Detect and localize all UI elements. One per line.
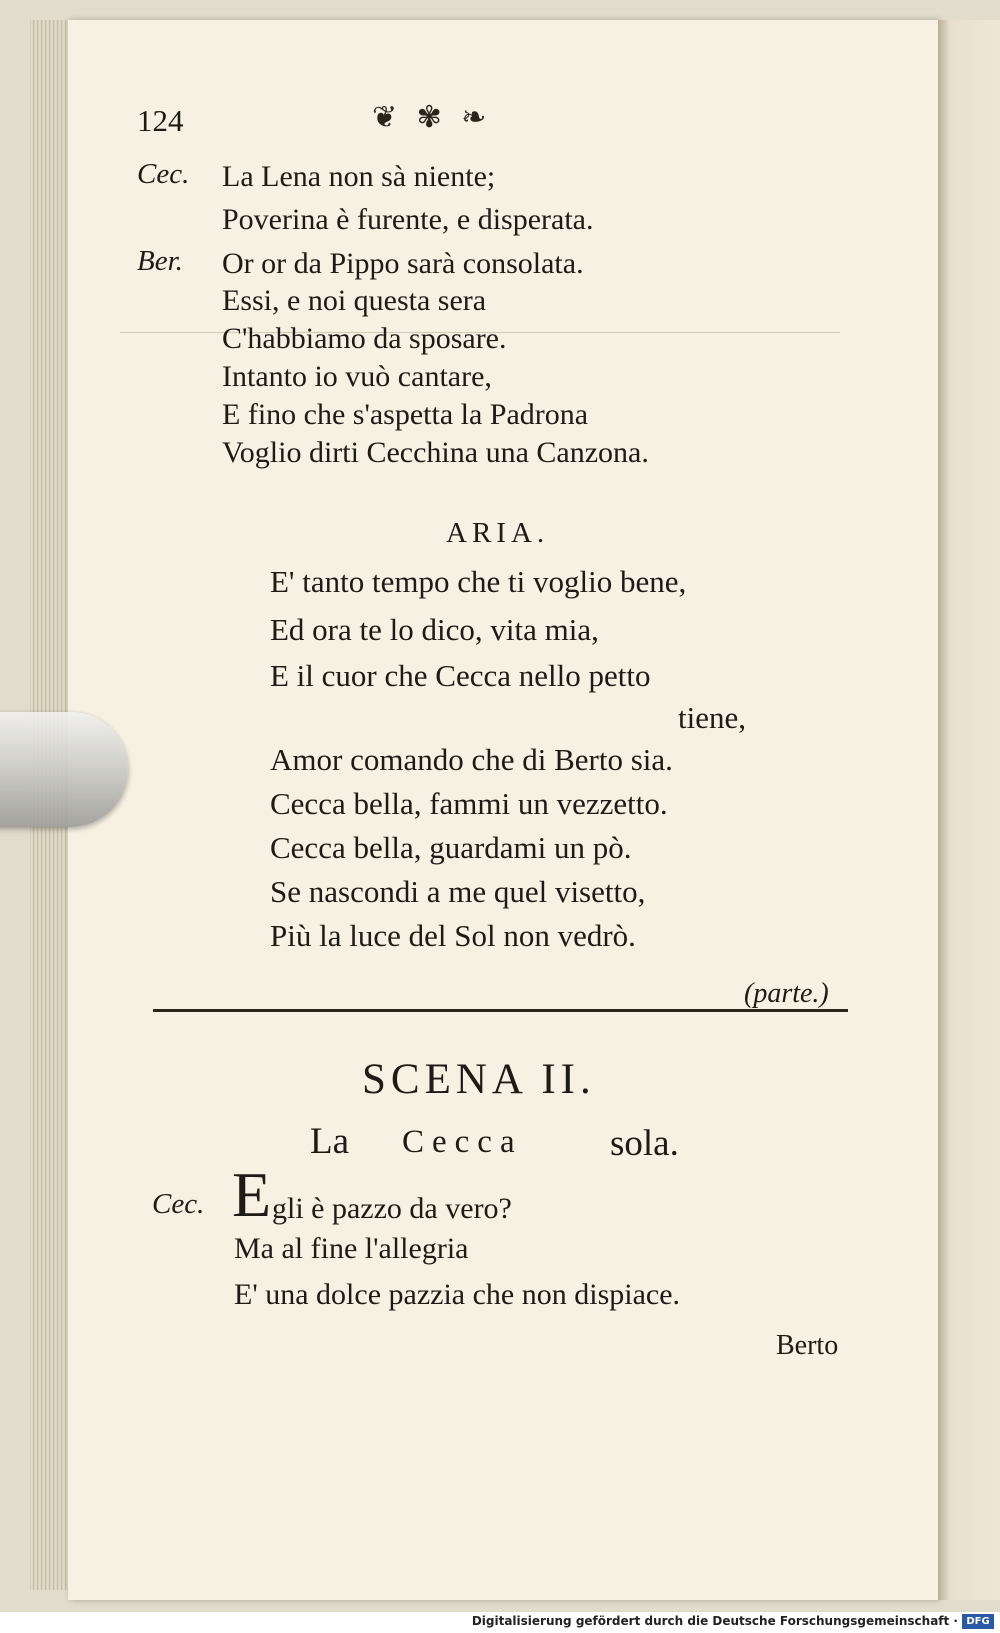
speaker-cec: Cec.: [152, 1188, 205, 1220]
section-rule: [153, 1009, 848, 1012]
footer-credit: Digitalisierung gefördert durch die Deutsche Forschungsgemeinschaft ·: [471, 1614, 958, 1628]
aria-line: E' tanto tempo che ti voglio bene,: [270, 564, 687, 599]
aria-line: Amor comando che di Berto sia.: [270, 742, 673, 777]
dialogue-line: Essi, e noi questa sera: [222, 284, 487, 317]
aria-line: Cecca bella, fammi un vezzetto.: [270, 786, 668, 821]
dialogue-line: La Lena non sà niente;: [222, 160, 496, 193]
dialogue-line: E fino che s'aspetta la Padrona: [222, 398, 589, 431]
scene-heading: SCENA II.: [362, 1056, 596, 1103]
speaker-ber: Ber.: [137, 245, 183, 277]
scene-sub-pre: La: [310, 1121, 350, 1162]
dialogue-line: C'habbiamo da sposare.: [222, 322, 507, 355]
dfg-logo: DFG: [962, 1614, 994, 1629]
page-number: 124: [137, 103, 184, 138]
aria-line: E il cuor che Cecca nello petto: [270, 658, 651, 693]
dialogue-line: E' una dolce pazzia che non dispiace.: [234, 1278, 681, 1311]
aria-heading: ARIA.: [446, 517, 550, 549]
scene-sub-name: Cecca: [402, 1124, 523, 1160]
dialogue-line: Poverina è furente, e disperata.: [222, 203, 594, 236]
dialogue-line: gli è pazzo da vero?: [272, 1192, 512, 1225]
aria-line: Se nascondi a me quel visetto,: [270, 874, 646, 909]
aria-line: Cecca bella, guardami un pò.: [270, 830, 632, 865]
dialogue-line: Or or da Pippo sarà consolata.: [222, 247, 584, 280]
facing-page-edge: [938, 20, 1000, 1600]
dialogue-line: Intanto io vuò cantare,: [222, 360, 492, 393]
aria-line-continuation: tiene,: [678, 700, 746, 735]
dialogue-line: Ma al fine l'allegria: [234, 1232, 469, 1265]
aria-line: Ed ora te lo dico, vita mia,: [270, 612, 599, 647]
speaker-cec: Cec.: [137, 158, 190, 190]
catchword: Berto: [776, 1330, 839, 1361]
dialogue-line: Voglio dirti Cecchina una Canzona.: [222, 436, 649, 469]
stage-direction-exit: (parte.): [744, 978, 829, 1009]
drop-capital: E: [232, 1159, 272, 1230]
footer-bar: [0, 1612, 1000, 1633]
thumb-holding-page: [0, 712, 128, 827]
header-ornament: ❦ ✾ ❧: [372, 101, 493, 134]
scene-sub-post: sola.: [610, 1123, 679, 1164]
aria-line: Più la luce del Sol non vedrò.: [270, 918, 636, 953]
